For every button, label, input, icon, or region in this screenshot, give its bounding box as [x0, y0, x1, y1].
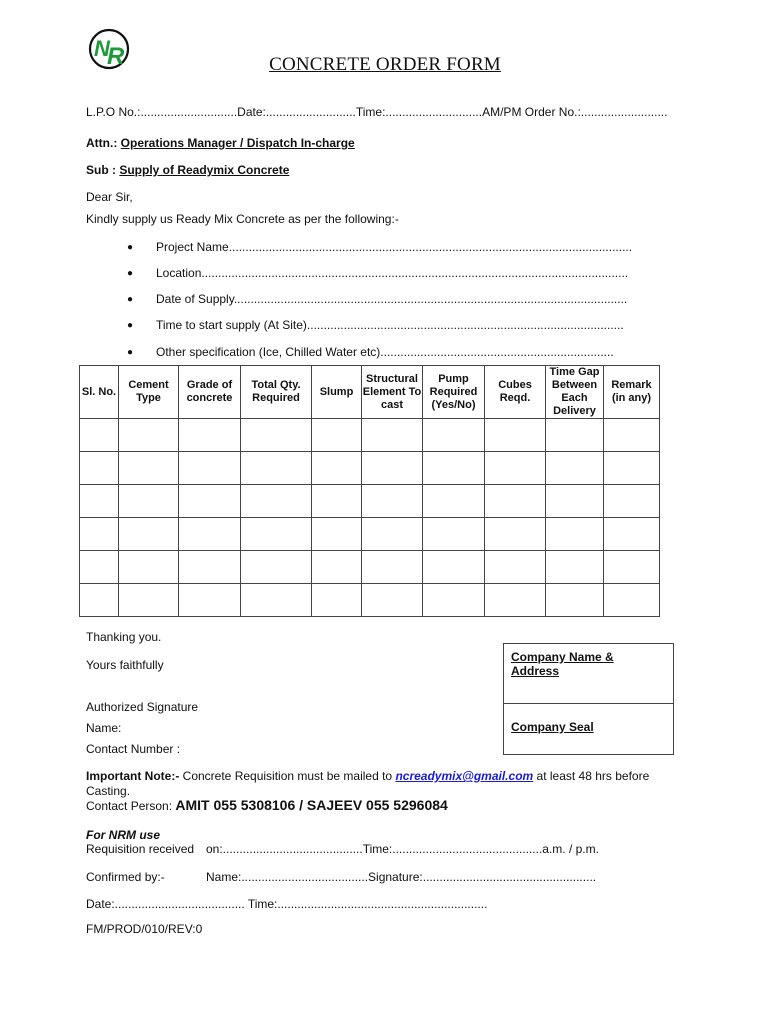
- table-header-row: [80, 366, 660, 419]
- table-cell[interactable]: [546, 584, 604, 617]
- bullet-location: Location................................................................................................................................: [156, 266, 629, 280]
- table-cell[interactable]: [179, 518, 241, 551]
- table-cell[interactable]: [362, 452, 423, 485]
- col-header: Cubes Reqd.: [485, 366, 546, 419]
- subject-line: [86, 163, 289, 177]
- table-cell[interactable]: [312, 419, 362, 452]
- table-cell[interactable]: [546, 419, 604, 452]
- table-cell[interactable]: [241, 551, 312, 584]
- order-table: [79, 365, 660, 617]
- bullet-icon: ●: [127, 294, 134, 305]
- svg-text:N: N: [94, 36, 110, 61]
- col-header: Total Qty. Required: [241, 366, 312, 419]
- note-text: Concrete Requisition must be mailed to: [179, 769, 396, 783]
- table-cell[interactable]: [485, 551, 546, 584]
- svg-text:R: R: [107, 43, 125, 70]
- table-cell[interactable]: [423, 551, 485, 584]
- bullet-time-start: Time to start supply (At Site)...............................................................................................: [156, 318, 624, 332]
- table-cell[interactable]: [241, 419, 312, 452]
- box-divider: [504, 703, 673, 704]
- col-header: Pump Required (Yes/No): [423, 366, 485, 419]
- table-row: [80, 419, 660, 452]
- table-cell[interactable]: [485, 584, 546, 617]
- col-header: Slump: [312, 366, 362, 419]
- table-cell[interactable]: [80, 551, 119, 584]
- table-cell[interactable]: [423, 452, 485, 485]
- bullet-other-spec: Other specification (Ice, Chilled Water etc)......................................................................: [156, 345, 614, 359]
- table-cell[interactable]: [485, 452, 546, 485]
- table-cell[interactable]: [80, 485, 119, 518]
- table-cell[interactable]: [241, 518, 312, 551]
- nrm-heading: For NRM use: [86, 828, 161, 842]
- authorized-signature: Authorized Signature: [86, 700, 199, 714]
- bullet-project-name: Project Name.........................................................................................................................: [156, 240, 633, 254]
- table-cell[interactable]: [241, 485, 312, 518]
- confirmed-fields: Name:......................................Signature:....................................................: [206, 870, 597, 884]
- table-cell[interactable]: [179, 485, 241, 518]
- table-cell[interactable]: [312, 551, 362, 584]
- bullet-date-of-supply: Date of Supply......................................................................................................................: [156, 292, 628, 306]
- table-row: [80, 452, 660, 485]
- table-cell[interactable]: [80, 419, 119, 452]
- requisition-label: Requisition received: [86, 842, 195, 856]
- table-cell[interactable]: [119, 452, 179, 485]
- requisition-fields: on:..........................................Time:.............................................a.m. / p.m.: [206, 842, 599, 856]
- table-cell[interactable]: [312, 518, 362, 551]
- table-cell[interactable]: [179, 419, 241, 452]
- greeting: Dear Sir,: [86, 190, 133, 204]
- table-row: [80, 584, 660, 617]
- important-note: [86, 769, 649, 783]
- table-cell[interactable]: [362, 518, 423, 551]
- col-header: Structural Element To cast: [362, 366, 423, 419]
- col-header: Grade of concrete: [179, 366, 241, 419]
- subject-value: Supply of Readymix Concrete: [119, 163, 290, 177]
- table-cell[interactable]: [423, 485, 485, 518]
- company-box: [503, 643, 674, 755]
- table-cell[interactable]: [423, 419, 485, 452]
- table-cell[interactable]: [241, 452, 312, 485]
- table-cell[interactable]: [80, 584, 119, 617]
- name-label: Name:: [86, 721, 122, 735]
- table-cell[interactable]: [362, 419, 423, 452]
- table-cell[interactable]: [546, 452, 604, 485]
- table-row: [80, 485, 660, 518]
- attn-value: Operations Manager / Dispatch In-charge: [120, 136, 355, 150]
- contact-number-label: Contact Number :: [86, 742, 181, 756]
- note-label: Important Note:-: [86, 769, 180, 783]
- col-header: Time Gap Between Each Delivery: [546, 366, 604, 419]
- table-cell[interactable]: [312, 584, 362, 617]
- table-cell[interactable]: [604, 518, 660, 551]
- form-title: CONCRETE ORDER FORM: [269, 54, 501, 75]
- table-cell[interactable]: [179, 452, 241, 485]
- table-cell[interactable]: [485, 518, 546, 551]
- table-cell[interactable]: [362, 485, 423, 518]
- col-header: Remark (in any): [604, 366, 660, 419]
- table-cell[interactable]: [241, 584, 312, 617]
- table-row: [80, 551, 660, 584]
- note-text-2: at least 48 hrs before: [533, 769, 650, 783]
- table-cell[interactable]: [312, 452, 362, 485]
- table-cell[interactable]: [362, 584, 423, 617]
- company-seal: Company Seal: [511, 720, 594, 734]
- company-name-address: Company Name & Address: [511, 650, 614, 678]
- thanking-text: Thanking you.: [86, 630, 162, 644]
- table-cell[interactable]: [362, 551, 423, 584]
- yours-faithfully: Yours faithfully: [86, 658, 164, 672]
- table-cell[interactable]: [604, 452, 660, 485]
- bullet-icon: ●: [127, 320, 134, 331]
- bullet-icon: ●: [127, 347, 134, 358]
- table-cell[interactable]: [604, 584, 660, 617]
- table-cell[interactable]: [119, 584, 179, 617]
- table-cell[interactable]: [80, 452, 119, 485]
- form-code: FM/PROD/010/REV:0: [86, 922, 203, 936]
- contact-label: Contact Person:: [86, 799, 176, 813]
- table-cell[interactable]: [546, 518, 604, 551]
- note-casting: Casting.: [86, 784, 131, 798]
- col-header: Cement Type: [119, 366, 179, 419]
- table-cell[interactable]: [604, 419, 660, 452]
- confirmed-label: Confirmed by:-: [86, 870, 165, 884]
- contact-value: AMIT 055 5308106 / SAJEEV 055 5296084: [175, 797, 448, 813]
- table-cell[interactable]: [80, 518, 119, 551]
- table-cell[interactable]: [485, 485, 546, 518]
- subject-label: Sub :: [86, 163, 116, 177]
- header-fields-line: L.P.O No.:.............................Date:...........................Time:.............................AM/PM Order No.:..........................: [86, 105, 668, 119]
- table-cell[interactable]: [119, 551, 179, 584]
- bullet-icon: ●: [127, 268, 134, 279]
- table-row: [80, 518, 660, 551]
- table-cell[interactable]: [485, 419, 546, 452]
- table-cell[interactable]: [119, 485, 179, 518]
- table-cell[interactable]: [604, 485, 660, 518]
- table-cell[interactable]: [119, 518, 179, 551]
- table-cell[interactable]: [119, 419, 179, 452]
- table-cell[interactable]: [546, 551, 604, 584]
- table-cell[interactable]: [546, 485, 604, 518]
- attn-label: Attn.:: [86, 136, 118, 150]
- date-time-line: Date:....................................... Time:...............................................................: [86, 897, 488, 911]
- attn-line: [86, 136, 355, 150]
- col-header: Sl. No.: [80, 366, 119, 419]
- table-cell[interactable]: [179, 551, 241, 584]
- table-cell[interactable]: [604, 551, 660, 584]
- table-cell[interactable]: [312, 485, 362, 518]
- table-cell[interactable]: [423, 584, 485, 617]
- bullet-icon: ●: [127, 242, 134, 253]
- contact-person: [86, 797, 448, 813]
- table-cell[interactable]: [423, 518, 485, 551]
- intro-text: Kindly supply us Ready Mix Concrete as per the following:-: [86, 212, 399, 226]
- email-link[interactable]: ncreadymix@gmail.com: [395, 769, 534, 783]
- table-cell[interactable]: [179, 584, 241, 617]
